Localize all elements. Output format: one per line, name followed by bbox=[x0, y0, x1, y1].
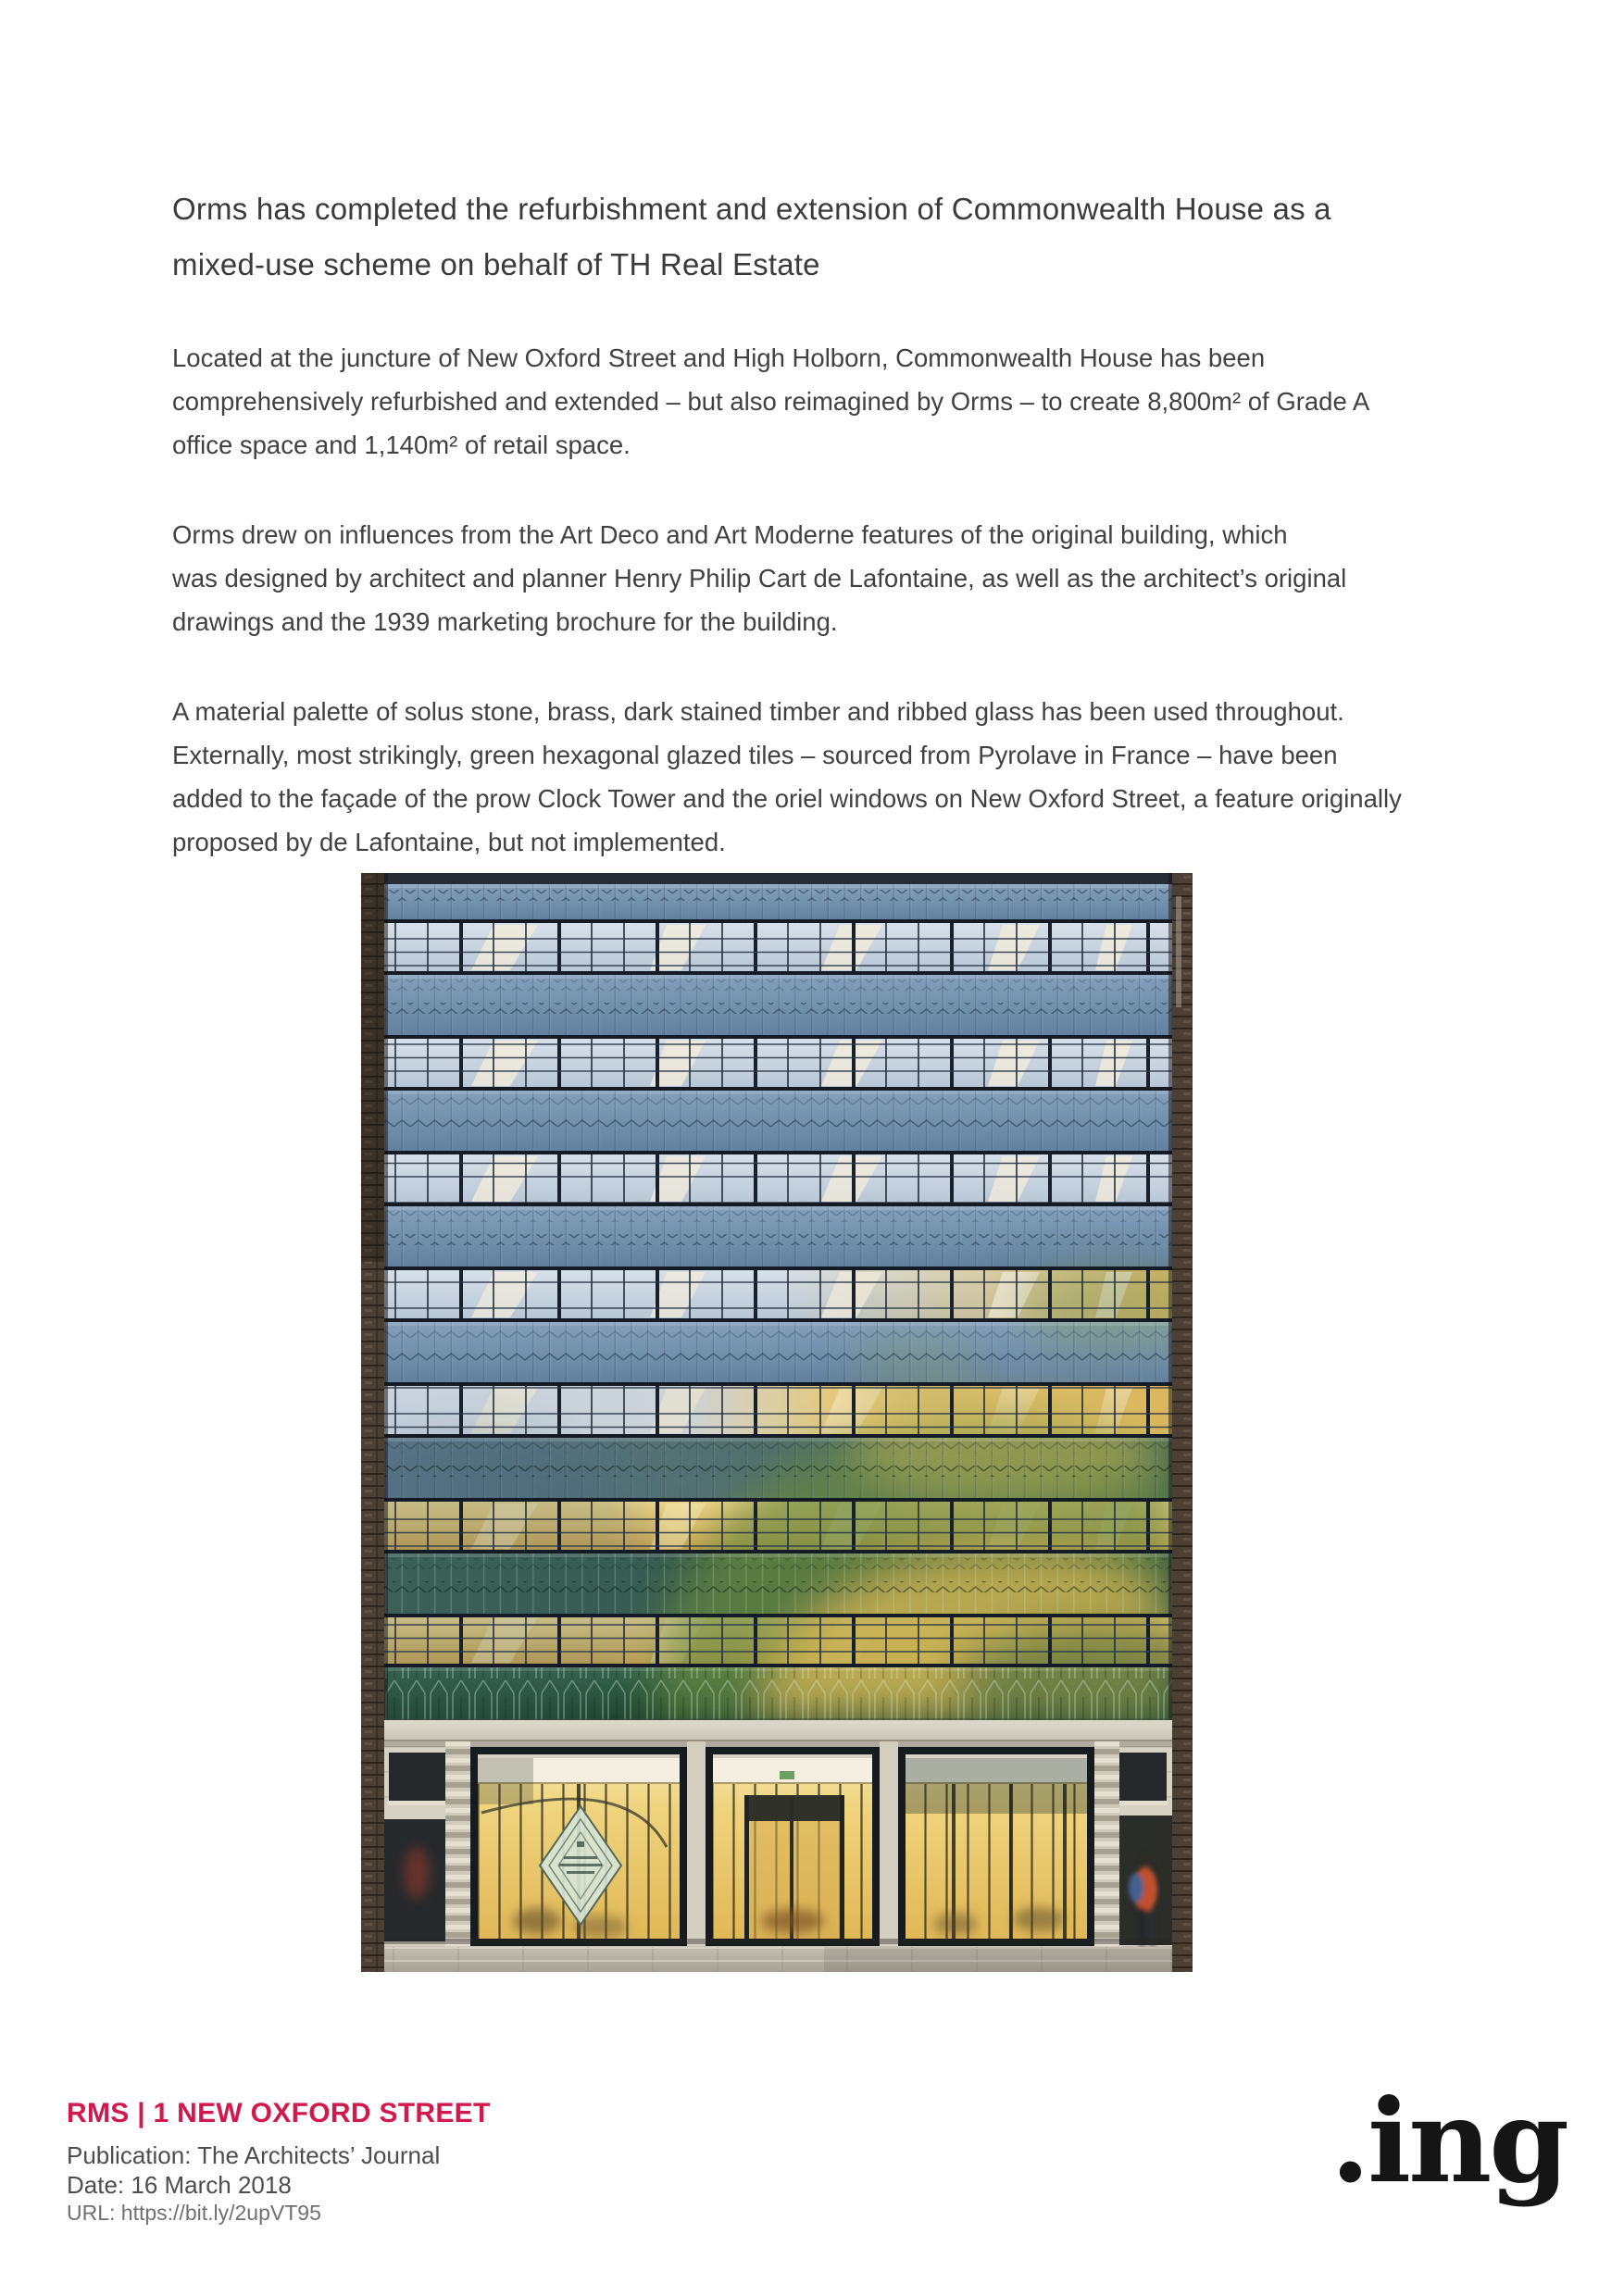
pavement bbox=[384, 1947, 1172, 1972]
entrance-center bbox=[709, 1751, 876, 1942]
ground-floor bbox=[384, 1741, 1172, 1947]
paragraph bbox=[172, 513, 1459, 643]
url-line[interactable]: URL: https://bit.ly/2upVT95 bbox=[67, 2201, 321, 2225]
paragraph-line: drawings and the 1939 marketing brochure for the building. bbox=[172, 607, 838, 636]
paragraph-line: A material palette of solus stone, brass, dark stained timber and ribbed glass has been used throughout. bbox=[172, 697, 1344, 726]
stone-fascia bbox=[384, 1718, 1172, 1742]
paragraph-line: Located at the juncture of New Oxford Street and High Holborn, Commonwealth House has been bbox=[172, 343, 1266, 372]
storefront-right bbox=[902, 1751, 1091, 1942]
facade-detail bbox=[384, 873, 1172, 1720]
paragraph-line: Orms drew on influences from the Art Deco and Art Moderne features of the original building, which bbox=[172, 520, 1288, 549]
headline bbox=[172, 181, 1459, 293]
headline-line: mixed-use scheme on behalf of TH Real Estate bbox=[172, 247, 820, 281]
project-reference: RMS | 1 NEW OXFORD STREET bbox=[67, 2098, 491, 2128]
paragraph-line: added to the façade of the prow Clock Tower and the oriel windows on New Oxford Street, a feature originally bbox=[172, 784, 1402, 813]
building-photo bbox=[361, 873, 1193, 1972]
paragraph bbox=[172, 336, 1459, 467]
ing-logo: .ing bbox=[1330, 2075, 1567, 2209]
paragraph-line: was designed by architect and planner Henry Philip Cart de Lafontaine, as well as the architect’s original bbox=[172, 564, 1347, 593]
storefront-left bbox=[474, 1751, 683, 1942]
paragraph-line: Externally, most strikingly, green hexagonal glazed tiles – sourced from Pyrolave in France – have been bbox=[172, 741, 1338, 769]
headline-line: Orms has completed the refurbishment and extension of Commonwealth House as a bbox=[172, 192, 1331, 226]
paragraph-line: office space and 1,140m² of retail space. bbox=[172, 430, 631, 459]
paragraph bbox=[172, 690, 1459, 864]
paragraph-line: comprehensively refurbished and extended – but also reimagined by Orms – to create 8,800m² of Grade A bbox=[172, 387, 1370, 416]
publication-line: Publication: The Architects’ Journal bbox=[67, 2141, 441, 2169]
paragraph-line: proposed by de Lafontaine, but not implemented. bbox=[172, 828, 726, 856]
date-line: Date: 16 March 2018 bbox=[67, 2171, 292, 2199]
